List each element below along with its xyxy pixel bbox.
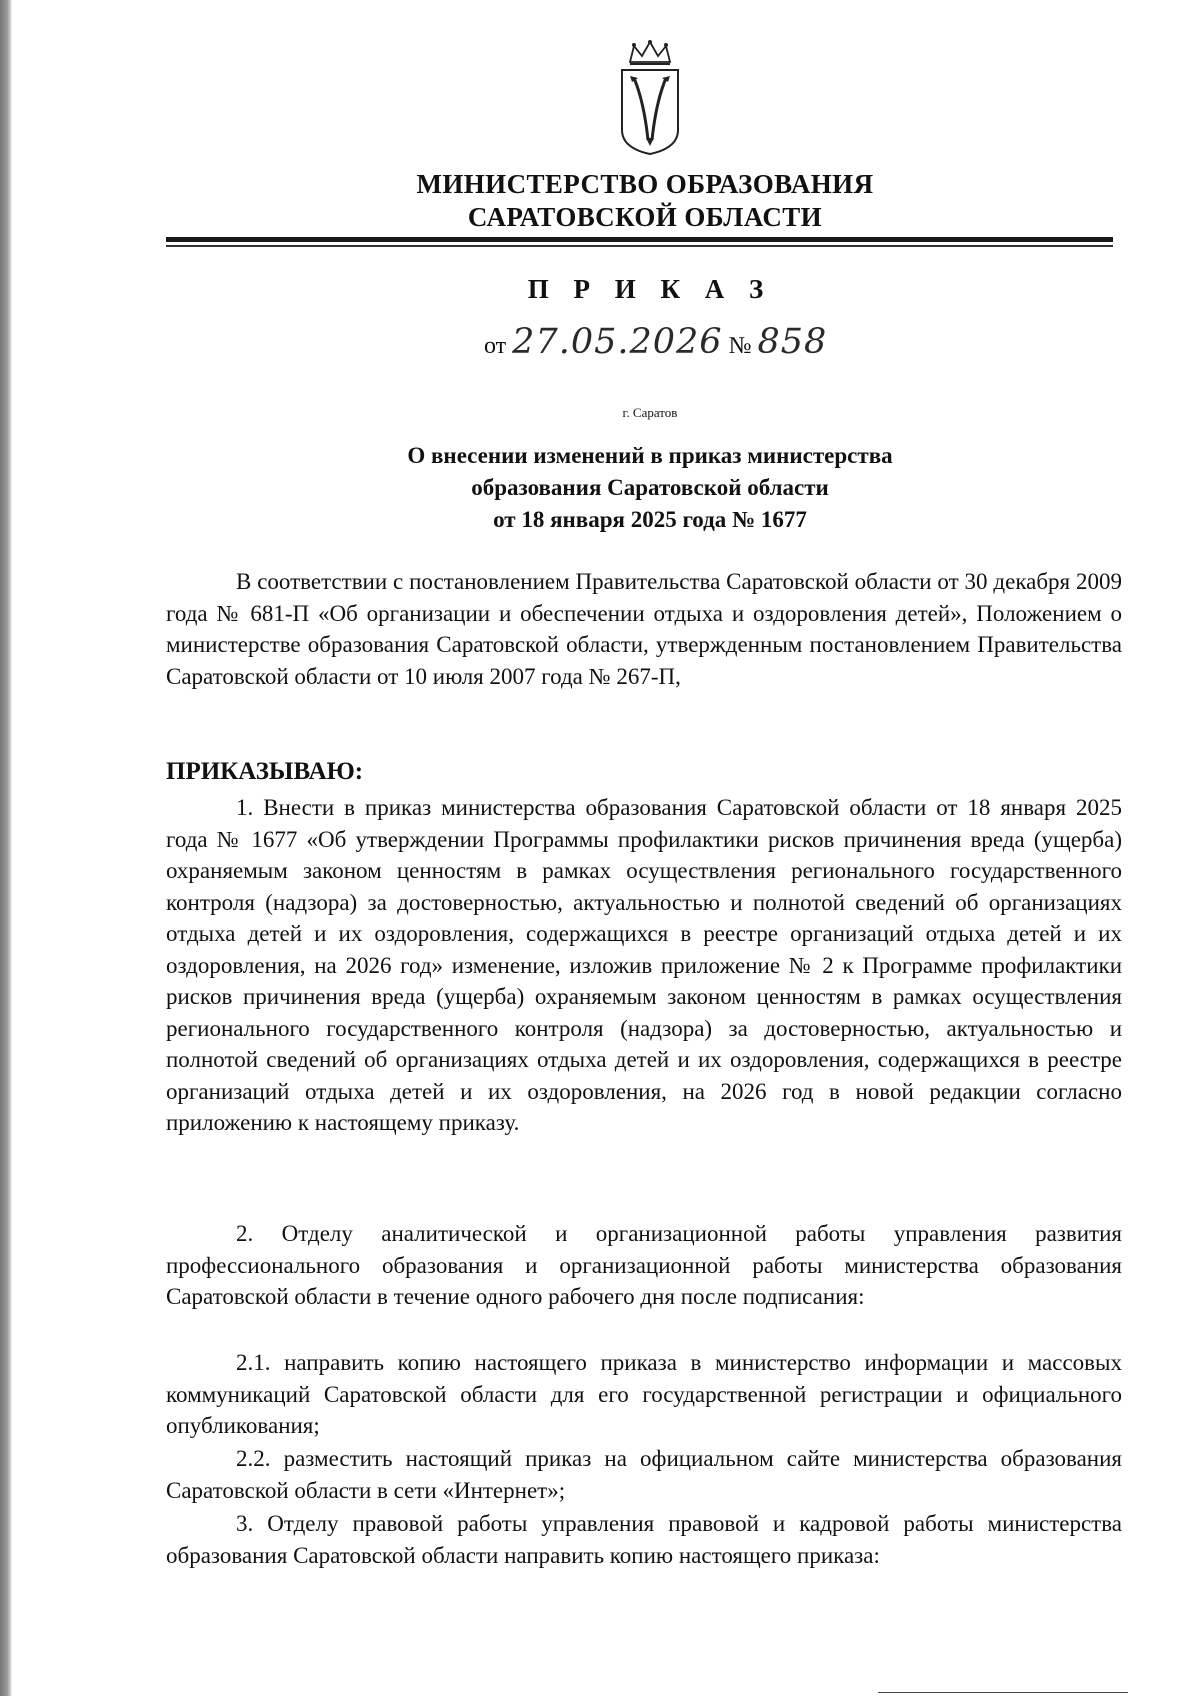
order-subject <box>200 440 1100 536</box>
scan-page-edge <box>0 0 12 1696</box>
ministry-name <box>160 168 1130 234</box>
footer-rule <box>878 1692 1128 1693</box>
number-sign: № <box>728 333 752 359</box>
header-rule-thin <box>166 245 1113 247</box>
item-2-1-paragraph: 2.1. направить копию настоящего приказа в министерство информации и массовых коммуникаций Саратовской области для его государственной регистрации и официального опубликования; <box>166 1350 1122 1438</box>
order-title: П Р И К А З <box>527 274 773 304</box>
order-heading: ПРИКАЗЫВАЮ: <box>166 758 364 785</box>
coat-of-arms-icon <box>610 40 690 158</box>
handwritten-date: 27.05.2026 <box>512 322 723 362</box>
subject-line3: от 18 января 2025 года № 1677 <box>493 507 807 532</box>
header-rule-thick <box>166 237 1113 242</box>
subject-line1: О внесении изменений в приказ министерства <box>407 443 893 468</box>
order-date-number-line <box>484 322 827 362</box>
item-2-paragraph: 2. Отделу аналитической и организационной работы управления развития профессионального образования и организационной работы министерства образования Саратовской области в течение одного рабочего дня после подписания: <box>166 1221 1122 1309</box>
ministry-name-line1: МИНИСТЕРСТВО ОБРАЗОВАНИЯ <box>416 169 874 199</box>
handwritten-number: 858 <box>757 322 828 362</box>
item-2-2-paragraph: 2.2. разместить настоящий приказ на официальном сайте министерства образования Саратовской области в сети «Интернет»; <box>166 1446 1122 1503</box>
ministry-name-line2: САРАТОВСКОЙ ОБЛАСТИ <box>467 202 823 232</box>
subject-line2: образования Саратовской области <box>471 475 829 500</box>
item-3-paragraph: 3. Отделу правовой работы управления правовой и кадровой работы министерства образования Саратовской области направить копию настоящего приказа: <box>166 1511 1122 1568</box>
basis-paragraph: В соответствии с постановлением Правительства Саратовской области от 30 декабря 2009 года № 681-П «Об организации и обеспечении отдыха и оздоровления детей», Положением о министерстве образования Саратовской области, утвержденным постановлением Правительства Саратовской области от 10 июля 2007 года № 267-П, <box>166 569 1122 689</box>
city-label: г. Саратов <box>622 405 678 420</box>
date-prefix: от <box>484 333 507 359</box>
item-1-paragraph: 1. Внести в приказ министерства образования Саратовской области от 18 января 2025 года № 1677 «Об утверждении Программы профилактики рисков причинения вреда (ущерба) охраняемым законом ценностям в рамках осуществления регионального государственного контроля (надзора) за достоверностью, актуальностью и полнотой сведений об организациях отдыха детей и их оздоровления, содержащихся в реестре организаций отдыха детей и их оздоровления, на 2026 год» изменение, изложив приложение № 2 к Программе профилактики рисков причинения вреда (ущерба) охраняемым законом ценностям в рамках осуществления регионального государственного контроля (надзора) за достоверностью, актуальностью и полнотой сведений об организациях отдыха детей и их оздоровления, содержащихся в реестре организаций отдыха детей и их оздоровления, на 2026 год в новой редакции согласно приложению к настоящему приказу. <box>166 795 1122 1135</box>
